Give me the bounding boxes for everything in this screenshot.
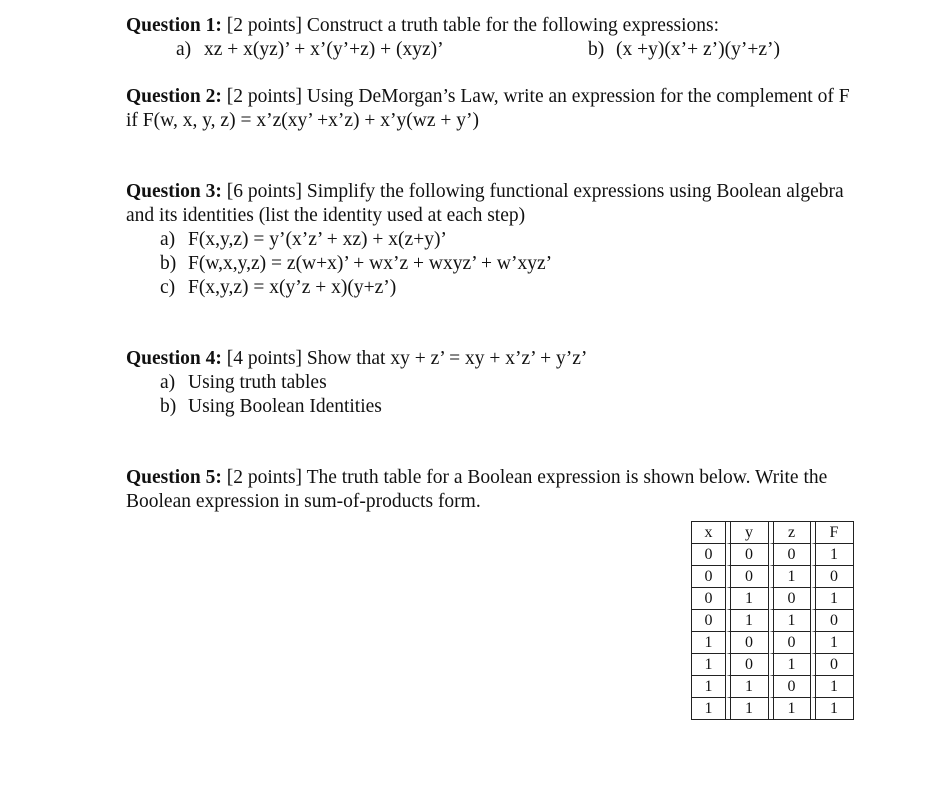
expression: F(w,x,y,z) = z(w+x)’ + wx’z + wxyz’ + w’xyz’ xyxy=(188,253,553,274)
part-label: a) xyxy=(160,229,176,250)
table-cell: 1 xyxy=(726,676,769,698)
table-row xyxy=(692,698,854,719)
question-5-heading xyxy=(126,467,827,489)
table-cell: 1 xyxy=(692,676,726,698)
table-cell: 0 xyxy=(692,610,726,632)
table-cell: 1 xyxy=(769,698,811,719)
table-cell: 0 xyxy=(769,632,811,654)
header-cell-y: y xyxy=(726,522,769,544)
table-cell: 0 xyxy=(726,566,769,588)
question-4-part-b xyxy=(160,396,382,418)
expression: xz + x(yz)’ + x’(y’+z) + (xyz)’ xyxy=(204,39,444,60)
table-row xyxy=(692,588,854,610)
table-row xyxy=(692,632,854,654)
question-3-part-c xyxy=(160,277,396,299)
question-1-text: [2 points] Construct a truth table for the following expressions: xyxy=(221,15,720,36)
part-label: b) xyxy=(160,253,177,274)
header-cell-f: F xyxy=(811,522,854,544)
question-3-text: [6 points] Simplify the following functional expressions using Boolean algebra xyxy=(221,181,844,202)
question-1-title: Question 1: xyxy=(126,15,222,36)
question-1-heading xyxy=(126,15,719,37)
table-cell: 0 xyxy=(769,676,811,698)
table-cell: 1 xyxy=(692,632,726,654)
table-cell: 1 xyxy=(769,566,811,588)
table-row xyxy=(692,610,854,632)
question-4-title: Question 4: xyxy=(126,348,222,369)
table-row xyxy=(692,544,854,566)
table-cell: 1 xyxy=(769,654,811,676)
table-cell: 0 xyxy=(692,588,726,610)
question-2-text: [2 points] Using DeMorgan’s Law, write an expression for the complement of F xyxy=(221,86,850,107)
table-cell: 1 xyxy=(726,588,769,610)
expression: Using Boolean Identities xyxy=(188,396,382,417)
question-1-part-b xyxy=(588,39,780,61)
question-1-part-a xyxy=(176,39,444,61)
table-cell: 0 xyxy=(726,654,769,676)
table-cell: 0 xyxy=(769,588,811,610)
question-3-part-b xyxy=(160,253,552,275)
question-5-text-line-2: Boolean expression in sum-of-products form. xyxy=(126,491,481,512)
table-cell: 1 xyxy=(811,588,854,610)
table-cell: 1 xyxy=(811,544,854,566)
table-cell: 0 xyxy=(811,610,854,632)
table-cell: 0 xyxy=(692,566,726,588)
question-3-text-line-2: and its identities (list the identity used at each step) xyxy=(126,205,526,226)
table-cell: 1 xyxy=(726,610,769,632)
question-2-heading xyxy=(126,86,850,108)
table-cell: 1 xyxy=(811,698,854,719)
header-cell-z: z xyxy=(769,522,811,544)
table-cell: 1 xyxy=(692,698,726,719)
question-3-heading xyxy=(126,181,844,203)
part-label: b) xyxy=(160,396,177,417)
expression: Using truth tables xyxy=(188,372,327,393)
table-cell: 0 xyxy=(726,544,769,566)
question-3-part-a xyxy=(160,229,447,251)
table-cell: 1 xyxy=(811,632,854,654)
expression: F(x,y,z) = y’(x’z’ + xz) + x(z+y)’ xyxy=(188,229,447,250)
question-2-text-line-2: if F(w, x, y, z) = x’z(xy’ +x’z) + x’y(wz + y’) xyxy=(126,110,479,131)
part-label: a) xyxy=(176,39,192,60)
question-3-title: Question 3: xyxy=(126,181,222,202)
table-cell: 1 xyxy=(726,698,769,719)
truth-table xyxy=(691,521,854,720)
table-cell: 0 xyxy=(769,544,811,566)
table-cell: 0 xyxy=(811,654,854,676)
expression: (x +y)(x’+ z’)(y’+z’) xyxy=(616,39,780,60)
question-5-title: Question 5: xyxy=(126,467,222,488)
header-cell-x: x xyxy=(692,522,726,544)
table-row xyxy=(692,654,854,676)
part-label: c) xyxy=(160,277,176,298)
table-cell: 0 xyxy=(726,632,769,654)
part-label: a) xyxy=(160,372,176,393)
table-row xyxy=(692,676,854,698)
question-5-text: [2 points] The truth table for a Boolean expression is shown below. Write the xyxy=(221,467,828,488)
table-cell: 1 xyxy=(811,676,854,698)
table-cell: 0 xyxy=(692,544,726,566)
table-cell: 1 xyxy=(769,610,811,632)
question-4-heading xyxy=(126,348,587,370)
expression: F(x,y,z) = x(y’z + x)(y+z’) xyxy=(188,277,397,298)
part-label: b) xyxy=(588,39,605,60)
table-cell: 1 xyxy=(692,654,726,676)
table-row xyxy=(692,566,854,588)
question-4-text: [4 points] Show that xy + z’ = xy + x’z’ + y’z’ xyxy=(221,348,588,369)
truth-table-header-row xyxy=(692,522,854,544)
question-4-part-a xyxy=(160,372,327,394)
question-2-title: Question 2: xyxy=(126,86,222,107)
table-cell: 0 xyxy=(811,566,854,588)
